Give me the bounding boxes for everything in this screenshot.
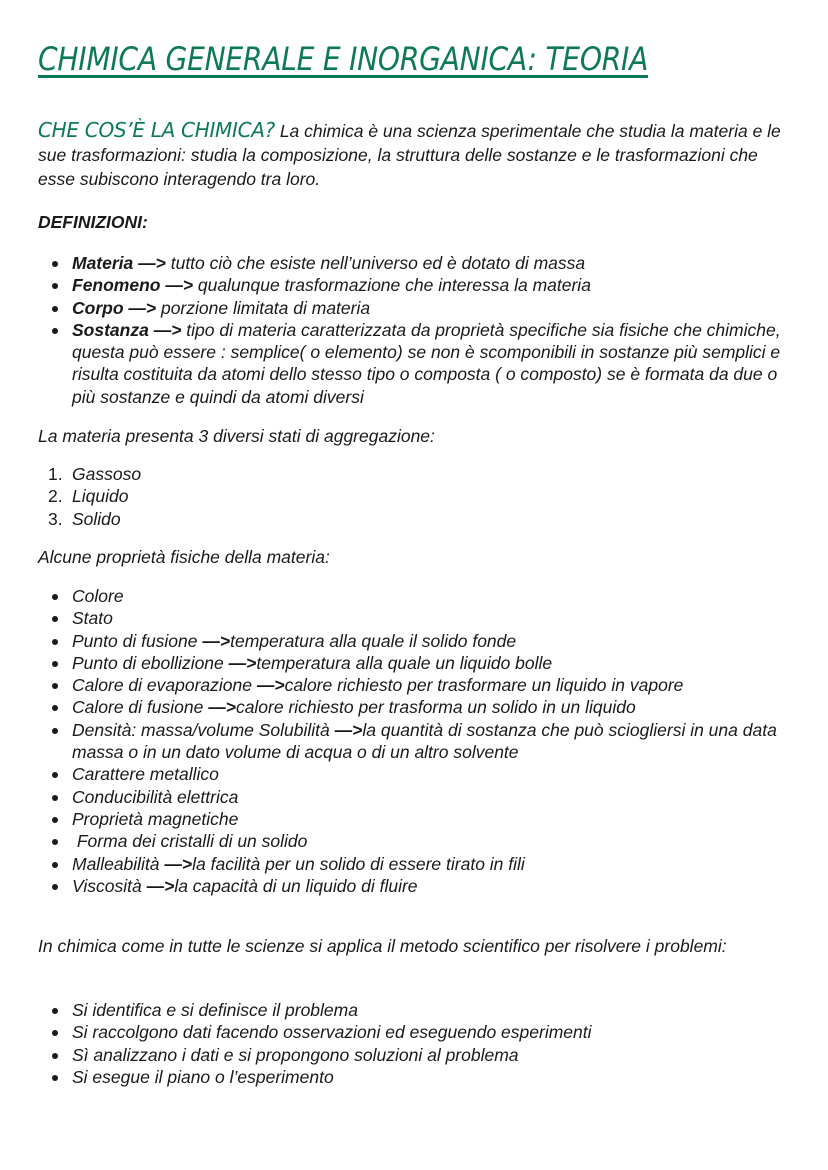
list-item bbox=[38, 485, 798, 507]
list-item bbox=[38, 297, 798, 319]
property-term: Calore di fusione bbox=[72, 697, 209, 718]
arrow: —> bbox=[228, 652, 257, 673]
list-item bbox=[38, 808, 798, 830]
property-text: temperatura alla quale il solido fonde bbox=[230, 630, 517, 651]
list-item bbox=[38, 674, 798, 696]
property-text: calore richiesto per trasforma un solido in un liquido bbox=[235, 697, 636, 718]
definitions-heading: DEFINIZIONI: bbox=[38, 212, 148, 232]
property-text: calore richiesto per trasformare un liquido in vapore bbox=[284, 675, 684, 696]
definition-text: porzione limitata di materia bbox=[156, 297, 371, 318]
definition-text: tutto ciò che esiste nell’universo ed è dotato di massa bbox=[165, 253, 586, 273]
list-item bbox=[38, 696, 798, 718]
list-item bbox=[38, 585, 798, 607]
definitions-list bbox=[38, 252, 798, 408]
arrow: —> bbox=[202, 630, 231, 651]
property-term: Viscosità bbox=[72, 875, 147, 896]
definition-text: qualunque trasformazione che interessa la materia bbox=[193, 275, 591, 296]
property-text: temperatura alla quale un liquido bolle bbox=[256, 652, 553, 673]
arrow: —> bbox=[146, 875, 175, 896]
list-item: Sì analizzano i dati e si propongono soluzioni al problema bbox=[38, 1044, 798, 1066]
property-term: Calore di evaporazione bbox=[72, 675, 257, 696]
list-item bbox=[38, 853, 798, 875]
list-item bbox=[38, 652, 798, 674]
arrow: —> bbox=[256, 675, 285, 696]
list-item bbox=[38, 763, 798, 785]
state-label: Liquido bbox=[72, 486, 129, 507]
method-intro: In chimica come in tutte le scienze si applica il metodo scientifico per risolvere i problemi: bbox=[38, 936, 727, 956]
property-text: la facilità per un solido di essere tirato in fili bbox=[192, 853, 525, 874]
arrow: —> bbox=[164, 853, 193, 874]
definition-term: Fenomeno —> bbox=[72, 275, 194, 296]
method-list bbox=[38, 999, 798, 1088]
list-item bbox=[38, 463, 798, 485]
list-item bbox=[38, 830, 798, 852]
definition-term: Materia —> bbox=[72, 253, 166, 273]
list-item bbox=[38, 875, 798, 897]
list-item bbox=[38, 274, 798, 296]
list-number: 3. bbox=[48, 508, 63, 529]
list-number: 1. bbox=[48, 464, 63, 484]
property-term: Carattere metallico bbox=[72, 764, 219, 785]
states-list bbox=[38, 463, 798, 530]
list-item bbox=[38, 607, 798, 629]
property-term: Punto di ebollizione bbox=[72, 652, 229, 673]
intro-text: La chimica è una scienza sperimentale che studia la materia e le sue trasformazioni: studia la composizione, la struttura delle sostanze e le trasformazioni che esse subiscono interagendo tra loro. bbox=[38, 121, 781, 189]
property-term: Proprietà magnetiche bbox=[72, 808, 239, 829]
definition-term: Sostanza —> bbox=[72, 319, 182, 340]
definition-text: tipo di materia caratterizzata da proprietà specifiche sia fisiche che chimiche, questa può essere : semplice( o elemento) se non è scomponibili in sostanze più semplici e risulta costituita da atomi dello stesso tipo o composta ( o composto) se è formata da due o più sostanze e quindi da atomi diversi bbox=[72, 319, 781, 407]
list-item: Si esegue il piano o l’esperimento bbox=[38, 1066, 798, 1088]
property-text: la quantità di sostanza che può sciogliersi in una data massa o in un dato volume di acqua o di un altro solvente bbox=[72, 719, 777, 763]
property-text: la capacità di un liquido di fluire bbox=[174, 875, 418, 896]
state-label: Solido bbox=[72, 508, 121, 529]
property-term: Conducibilità elettrica bbox=[72, 786, 239, 807]
states-intro: La materia presenta 3 diversi stati di aggregazione: bbox=[38, 426, 435, 446]
list-item bbox=[38, 719, 798, 764]
intro-subheading: CHE COS’È LA CHIMICA? bbox=[38, 118, 275, 142]
arrow: —> bbox=[208, 697, 236, 718]
intro-paragraph bbox=[38, 118, 798, 191]
list-item bbox=[38, 786, 798, 808]
property-term: Punto di fusione bbox=[72, 630, 203, 651]
document-title: CHIMICA GENERALE E INORGANICA: TEORIA bbox=[38, 40, 649, 78]
property-term: Colore bbox=[72, 586, 124, 606]
list-item bbox=[38, 508, 798, 530]
property-term: Forma dei cristalli di un solido bbox=[72, 831, 308, 852]
property-term: Stato bbox=[72, 608, 113, 629]
list-item bbox=[38, 319, 798, 408]
list-item: Si raccolgono dati facendo osservazioni ed eseguendo esperimenti bbox=[38, 1021, 798, 1043]
property-term: Densità: massa/volume Solubilità bbox=[72, 719, 335, 740]
properties-list bbox=[38, 585, 798, 897]
arrow: —> bbox=[334, 719, 363, 740]
state-label: Gassoso bbox=[72, 464, 142, 484]
list-item: Si identifica e si definisce il problema bbox=[38, 999, 798, 1021]
definition-term: Corpo —> bbox=[72, 297, 157, 318]
list-number: 2. bbox=[48, 486, 63, 507]
property-term: Malleabilità bbox=[72, 853, 165, 874]
properties-intro: Alcune proprietà fisiche della materia: bbox=[38, 547, 330, 567]
list-item bbox=[38, 630, 798, 652]
list-item bbox=[38, 252, 798, 274]
